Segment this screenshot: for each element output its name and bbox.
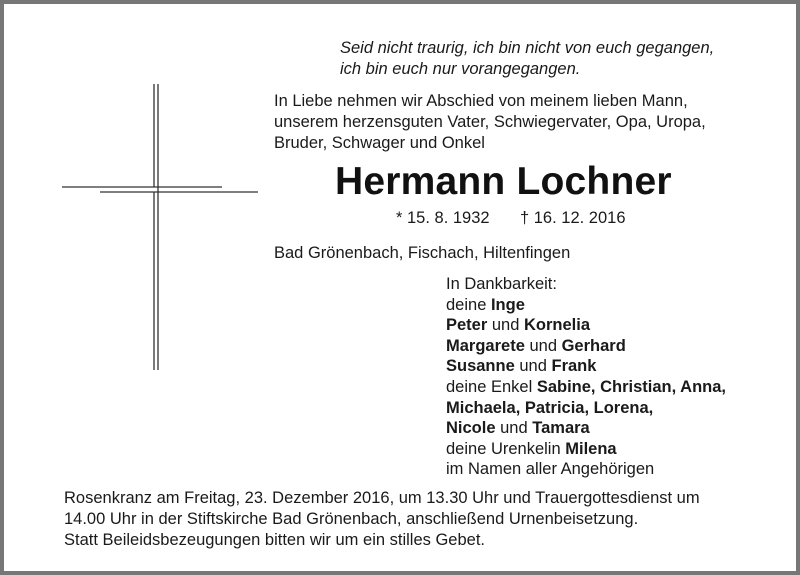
mourner-name: Milena: [565, 439, 617, 458]
death-date: † 16. 12. 2016: [520, 209, 626, 227]
service-info: [64, 488, 700, 551]
mourner-line: [446, 377, 726, 398]
mourner-line: [446, 439, 726, 460]
mourner-line: [446, 398, 726, 419]
mourner-name: Tamara: [532, 419, 590, 438]
intro-text: [274, 91, 706, 154]
mourner-name: Gerhard: [561, 336, 626, 355]
service-line: Statt Beileidsbezeugungen bitten wir um ein stilles Gebet.: [64, 531, 485, 549]
mourner-connector: und: [519, 357, 547, 376]
mourners-closing: im Namen aller Angehörigen: [446, 460, 655, 479]
intro-line: In Liebe nehmen wir Abschied von meinem lieben Mann,: [274, 92, 688, 110]
cross-icon: [62, 84, 262, 384]
mourner-name: Margarete: [446, 336, 525, 355]
mourner-connector: und: [529, 336, 557, 355]
mourners-heading: In Dankbarkeit:: [446, 275, 557, 293]
mourner-line: [446, 336, 726, 357]
service-line: Rosenkranz am Freitag, 23. Dezember 2016, um 13.30 Uhr und Trauergottesdienst um: [64, 489, 700, 507]
mourner-name: Kornelia: [524, 316, 591, 335]
mourner-line: [446, 315, 726, 336]
mourner-prefix: deine: [446, 295, 487, 314]
mourner-name: Frank: [551, 357, 597, 376]
mourner-line: [446, 295, 726, 316]
deceased-name: Hermann Lochner: [335, 160, 672, 203]
mourner-name: Sabine, Christian, Anna,: [536, 377, 726, 396]
mourners-list: [446, 274, 726, 480]
mourner-line: [446, 356, 726, 377]
mourner-prefix: deine Urenkelin: [446, 439, 561, 458]
quote: [340, 38, 714, 80]
intro-line: Bruder, Schwager und Onkel: [274, 134, 485, 152]
quote-line: Seid nicht traurig, ich bin nicht von euch gegangen,: [340, 39, 715, 57]
intro-line: unserem herzensguten Vater, Schwiegervater, Opa, Uropa,: [274, 113, 706, 131]
mourner-connector: und: [491, 316, 520, 335]
mourner-connector: und: [500, 419, 528, 438]
mourner-name: Nicole: [446, 419, 496, 438]
service-line: 14.00 Uhr in der Stiftskirche Bad Grönenbach, anschließend Urnenbeisetzung.: [64, 510, 639, 528]
places: Bad Grönenbach, Fischach, Hiltenfingen: [274, 244, 571, 262]
quote-line: ich bin euch nur vorangegangen.: [340, 60, 581, 78]
mourner-name: Susanne: [446, 357, 515, 376]
mourner-name: Peter: [446, 316, 488, 335]
mourner-line: [446, 418, 726, 439]
mourner-name: Inge: [490, 295, 525, 314]
mourner-prefix: deine Enkel: [446, 377, 533, 396]
mourner-name: Michaela, Patricia, Lorena,: [446, 398, 654, 417]
birth-date: * 15. 8. 1932: [396, 209, 490, 227]
